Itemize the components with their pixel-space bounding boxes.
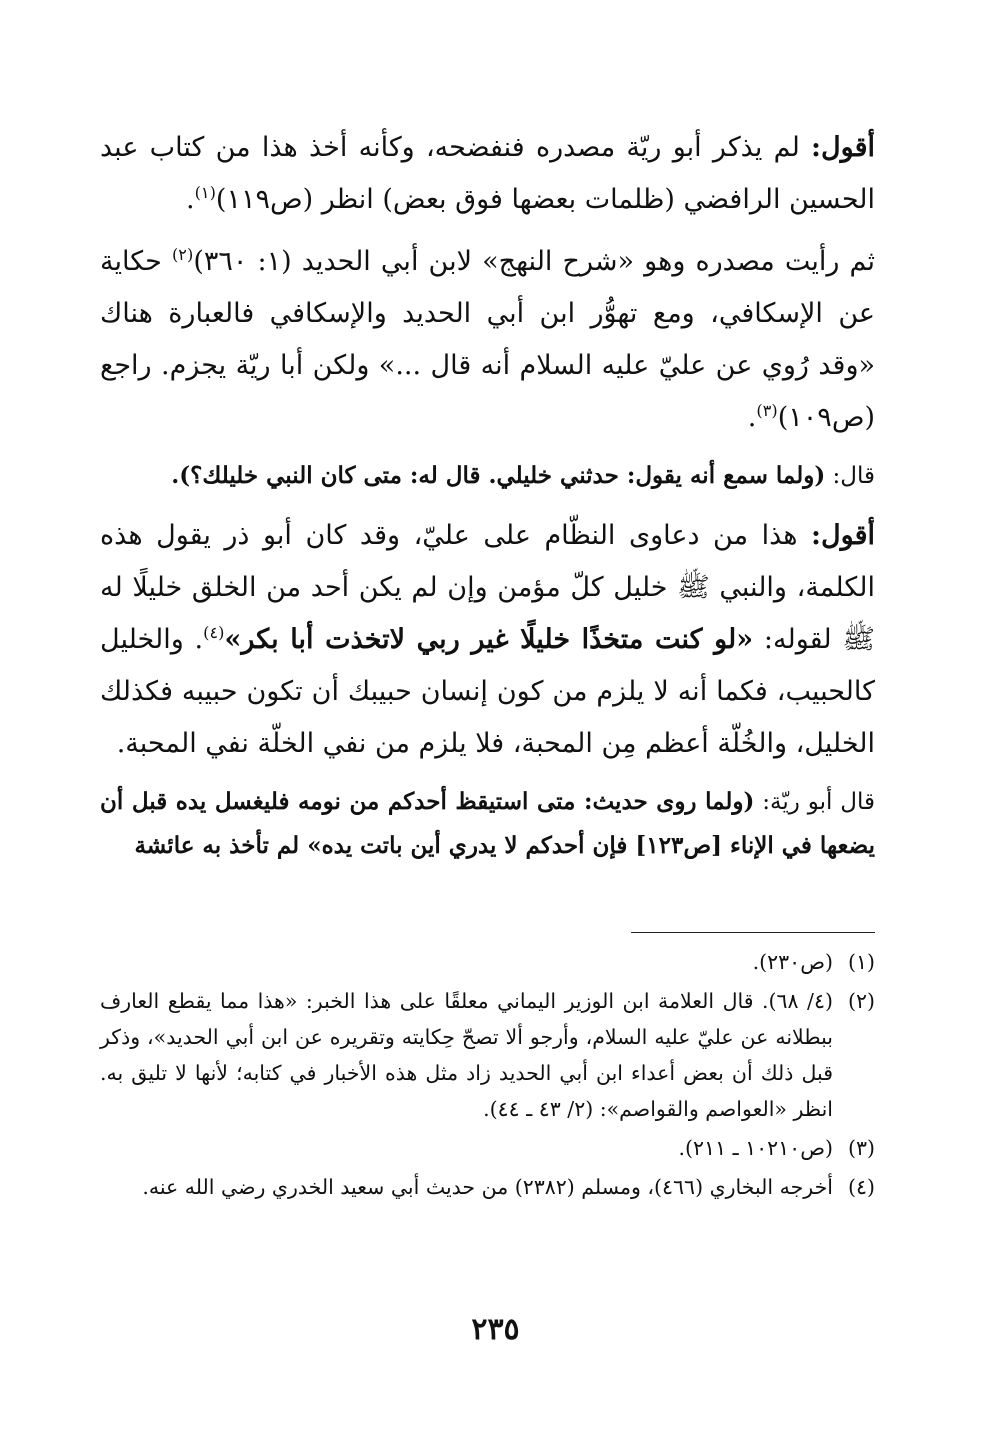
quoted-claim: (ولما روى حديث: متى استيقظ أحدكم من نومه فليغسل يده قبل أن يضعها في الإناء [ص١٢٣] فإن أحدكم لا يدري أين باتت يده» لم تأخذ به عائشة xyxy=(100,788,875,859)
paragraph-tail: . xyxy=(185,184,195,215)
paragraph-tail: . xyxy=(747,402,757,433)
footnotes xyxy=(100,944,875,1208)
footnote-4 xyxy=(100,1169,875,1205)
quote-prefix: قال: xyxy=(825,463,875,489)
paragraph-4 xyxy=(100,510,875,770)
paragraph-lead: أقول: xyxy=(811,520,875,551)
hadith-quote: «لو كنت متخذًا خليلًا غير ربي لاتخذت أبا بكر» xyxy=(224,624,754,655)
footnote-text: أخرجه البخاري (٤٦٦)، ومسلم (٢٣٨٢) من حديث أبي سعيد الخدري رضي الله عنه. xyxy=(142,1175,833,1199)
footnote-text: (٤/ ٦٨). قال العلامة ابن الوزير اليماني معلقًا على هذا الخبر: «هذا مما يقطع العارف ببطلانه عن عليّ عليه السلام، وأرجو ألا تصحّ حِكايته وتقريره عن ابن أبي الحديد»، وذكر قبل ذلك أن بعض أعداء ابن أبي الحديد زاد مثل هذه الأخبار في كتابه؛ لأنها لا تليق به. انظر «العواصم والقواصم»: (٢/ ٤٣ ـ ٤٤). xyxy=(100,989,833,1121)
main-text xyxy=(100,122,875,880)
quoted-claim: (ولما سمع أنه يقول: حدثني خليلي. قال له: متى كان النبي خليلك؟). xyxy=(171,462,826,489)
paragraph-text: هذا من دعاوى النظّام على عليّ، وقد كان أبو ذر يقول هذه الكلمة، والنبي ﷺ خليل كلّ مؤمن وإن لم يكن أحد من الخلق خليلًا له ﷺ لقوله: xyxy=(100,520,875,655)
paragraph-text-cont: حكاية عن الإسكافي، ومع تهوُّر ابن أبي الحديد والإسكافي فالعبارة هناك «وقد رُوي عن عليّ عليه السلام أنه قال ...» ولكن أبا ريّة يجزم. راجع (ص١٠٩) xyxy=(100,246,875,433)
footnote-1 xyxy=(100,944,875,980)
paragraph-text: ثم رأيت مصدره وهو «شرح النهج» لابن أبي الحديد (١: ٣٦٠) xyxy=(193,246,876,277)
footnote-ref[interactable]: (٣) xyxy=(756,401,778,420)
page-number: ٢٣٥ xyxy=(471,1312,520,1347)
paragraph-3 xyxy=(100,454,875,498)
footnote-3 xyxy=(100,1130,875,1166)
footnote-number: (٣) xyxy=(847,1136,875,1160)
footnote-ref[interactable]: (٢) xyxy=(171,245,194,264)
footnote-2 xyxy=(100,983,875,1127)
paragraph-tail: . والخليل كالحبيب، فكما أنه لا يلزم من كون إنسان حبيبك أن تكون حبيبه فكذلك الخليل، والخُلّة أعظم مِن المحبة، فلا يلزم من نفي الخلّة نفي المحبة. xyxy=(100,624,875,759)
quote-prefix: قال أبو ريّة: xyxy=(754,789,875,815)
footnote-ref[interactable]: (٤) xyxy=(203,623,225,642)
footnote-text: (ص١٠٢١٠ ـ ٢١١). xyxy=(678,1136,833,1160)
paragraph-5 xyxy=(100,780,875,868)
footnote-text: (ص٢٣٠). xyxy=(752,950,833,974)
footnote-separator xyxy=(631,932,875,933)
footnote-number: (٢) xyxy=(847,989,875,1013)
paragraph-2 xyxy=(100,236,875,444)
paragraph-text: لم يذكر أبو ريّة مصدره فنفضحه، وكأنه أخذ هذا من كتاب عبد الحسين الرافضي (ظلمات بعضها فوق بعض) انظر (ص١١٩) xyxy=(100,132,875,215)
footnote-number: (٤) xyxy=(847,1175,875,1199)
footnote-ref[interactable]: (١) xyxy=(194,183,216,202)
paragraph-1 xyxy=(100,122,875,226)
paragraph-lead: أقول: xyxy=(811,132,875,163)
footnote-number: (١) xyxy=(847,950,875,974)
